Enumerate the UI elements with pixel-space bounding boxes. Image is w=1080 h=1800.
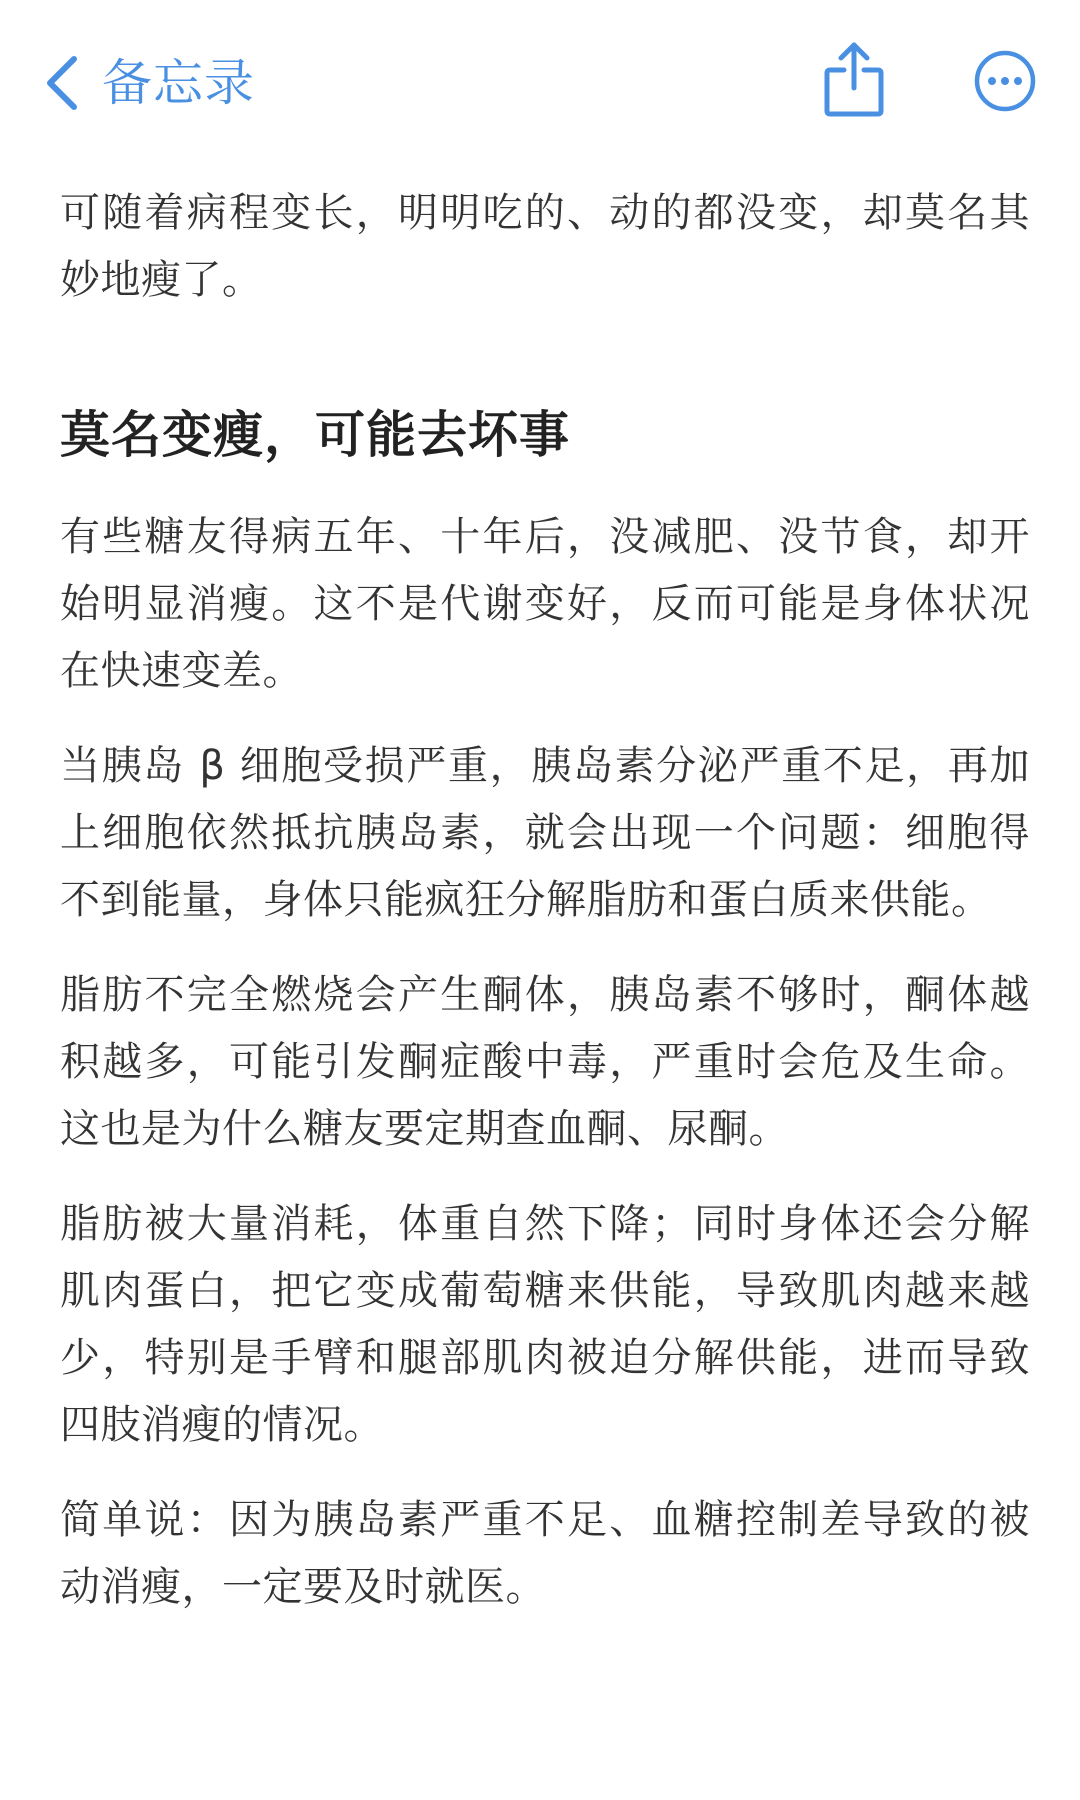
- back-button[interactable]: [44, 48, 255, 118]
- body-paragraph-1: 有些糖友得病五年、十年后，没减肥、没节食，却开始明显消瘦。这不是代谢变好，反而可能是身体状况在快速变差。: [60, 514, 1030, 694]
- back-label: 备忘录: [102, 54, 255, 112]
- section-heading: 莫名变瘦，可能去坏事: [60, 406, 570, 464]
- navigation-bar: [0, 0, 1080, 170]
- body-paragraph-2: 当胰岛 β 细胞受损严重，胰岛素分泌严重不足，再加上细胞依然抵抗胰岛素，就会出现一个问题：细胞得不到能量，身体只能疯狂分解脂肪和蛋白质来供能。: [60, 743, 1030, 923]
- chevron-left-icon: [44, 55, 80, 111]
- body-paragraph-4: 脂肪被大量消耗，体重自然下降；同时身体还会分解肌肉蛋白，把它变成葡萄糖来供能，导致肌肉越来越少，特别是手臂和腿部肌肉被迫分解供能，进而导致四肢消瘦的情况。: [60, 1201, 1030, 1448]
- body-paragraph-3: 脂肪不完全燃烧会产生酮体，胰岛素不够时，酮体越积越多，可能引发酮症酸中毒，严重时会危及生命。这也是为什么糖友要定期查血酮、尿酮。: [60, 972, 1030, 1152]
- share-icon[interactable]: [822, 40, 886, 118]
- body-paragraph-5: 简单说：因为胰岛素严重不足、血糖控制差导致的被动消瘦，一定要及时就医。: [60, 1497, 1030, 1610]
- intro-paragraph: 可随着病程变长，明明吃的、动的都没变，却莫名其妙地瘦了。: [60, 190, 1030, 303]
- note-content: [60, 180, 1030, 1621]
- more-icon[interactable]: [974, 50, 1036, 112]
